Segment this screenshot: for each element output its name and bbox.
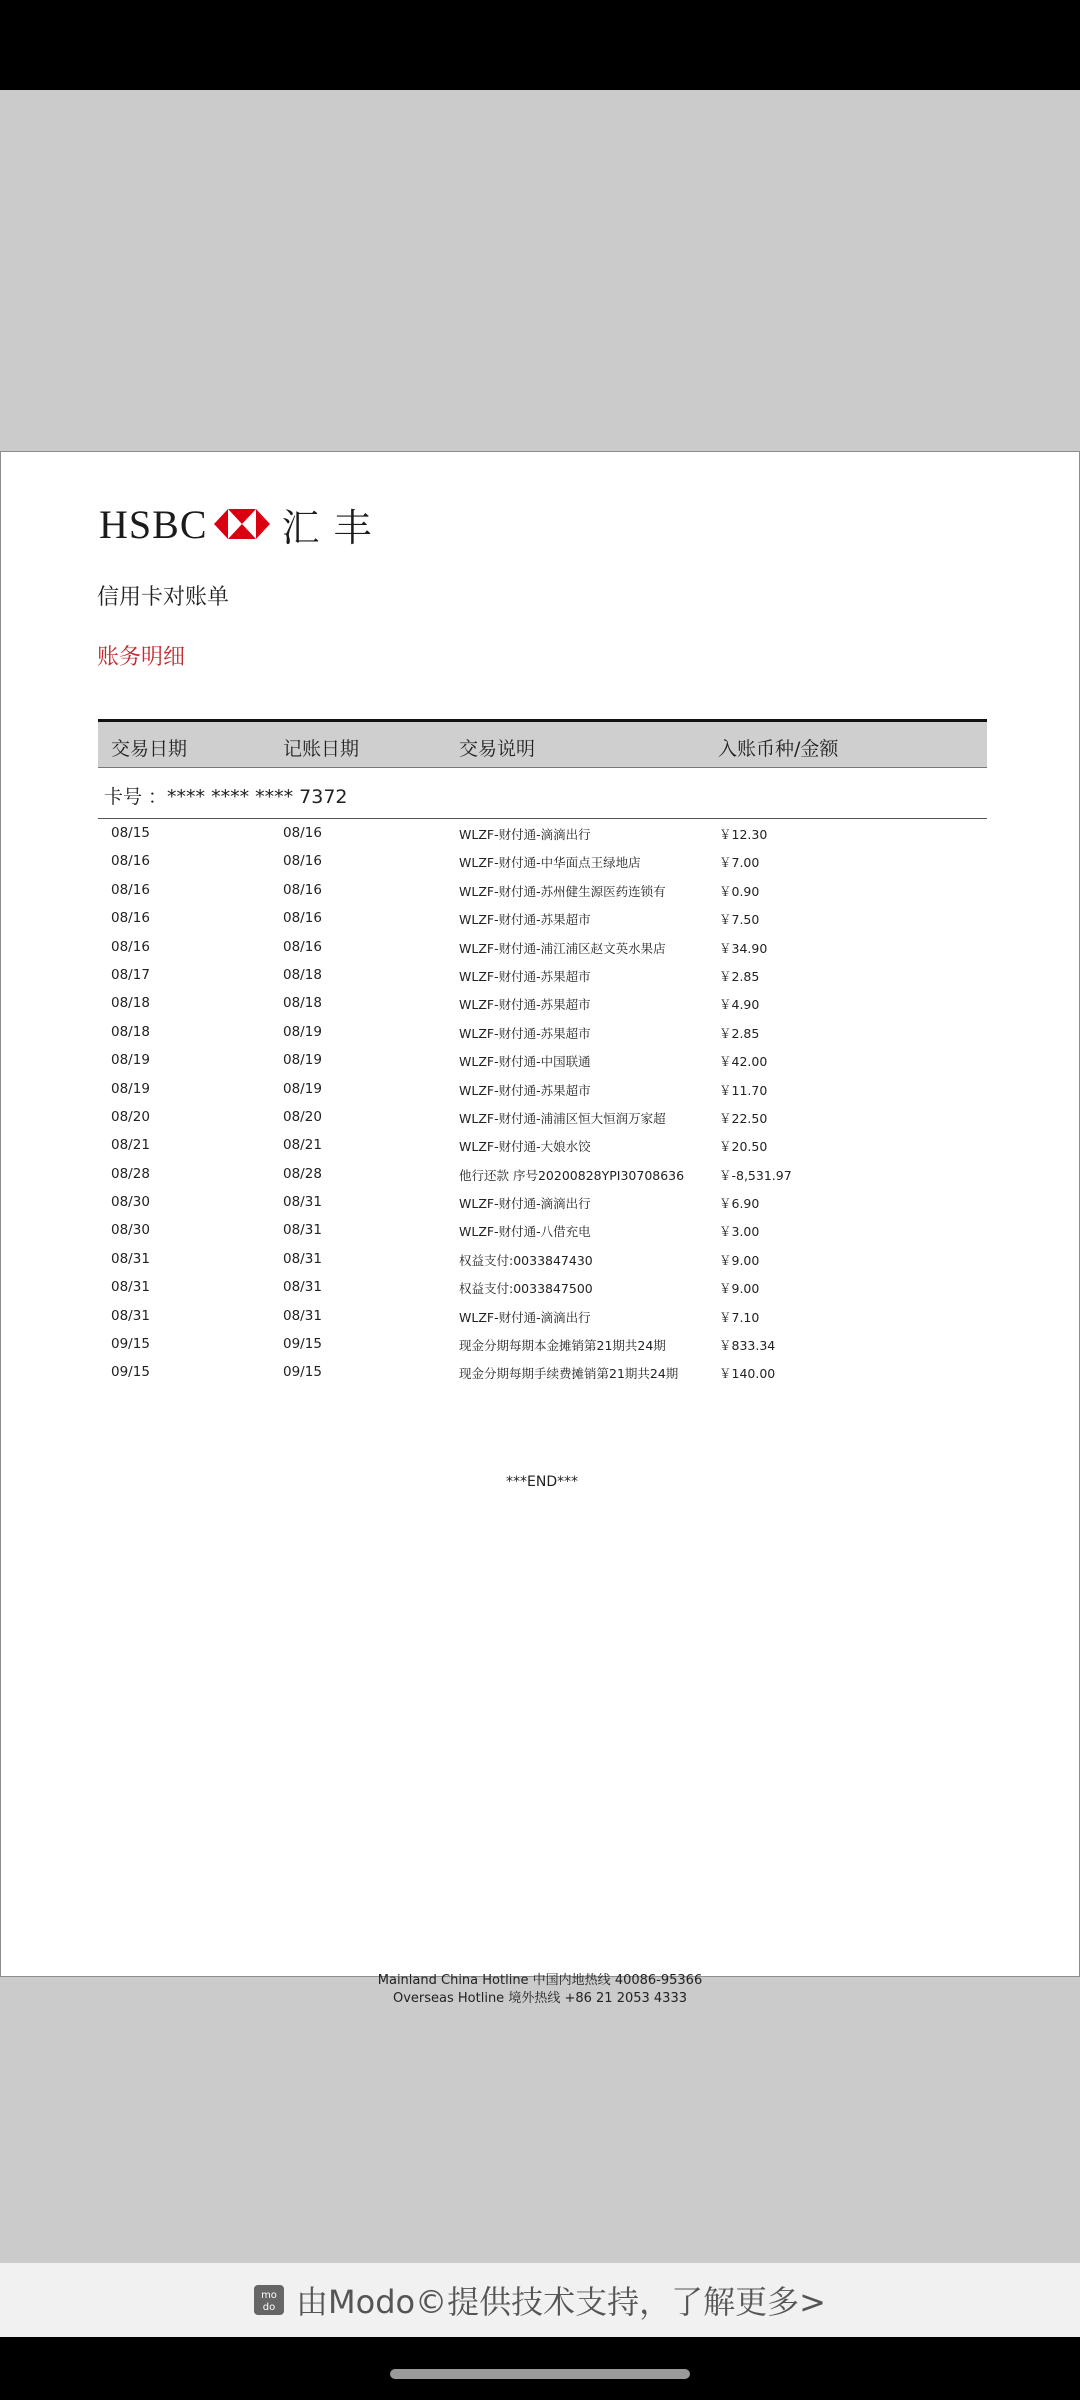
transaction-amount: ￥6.90 (719, 1196, 760, 1212)
posting-date: 09/15 (283, 1364, 322, 1381)
transaction-date: 08/18 (111, 995, 150, 1012)
transaction-amount: ￥12.30 (719, 827, 768, 842)
section-title: 账务明细 (97, 645, 186, 670)
transaction-amount: ￥4.90 (719, 997, 760, 1013)
transaction-amount: ￥2.85 (719, 1025, 760, 1041)
transaction-list (1, 819, 1079, 1387)
transaction-description: 权益支付:0033847500 (459, 1281, 593, 1297)
transaction-date: 08/21 (111, 1137, 150, 1154)
posting-date: 08/16 (283, 910, 322, 927)
table-row (1, 1131, 1079, 1159)
transaction-date: 08/19 (111, 1080, 150, 1097)
table-row (1, 1018, 1079, 1046)
transaction-description: WLZF-财付通-苏果超市 (459, 968, 591, 984)
transaction-date: 08/30 (111, 1222, 150, 1239)
posting-date: 08/19 (283, 1052, 322, 1069)
transaction-amount: ￥22.50 (719, 1110, 768, 1126)
transaction-date: 08/16 (111, 853, 150, 870)
transaction-date: 09/15 (111, 1336, 150, 1353)
posting-date: 08/31 (283, 1250, 322, 1267)
transaction-description: 现金分期每期手续费摊销第21期共24期 (459, 1366, 679, 1382)
transaction-amount: ￥9.00 (719, 1252, 760, 1268)
transaction-description: WLZF-财付通-大娘水饺 (459, 1139, 591, 1155)
transaction-amount: ￥833.34 (719, 1338, 776, 1354)
posting-date: 08/21 (283, 1137, 322, 1154)
overseas-hotline: Overseas Hotline 境外热线 +86 21 2053 4333 (392, 1991, 687, 2006)
posting-date: 08/20 (283, 1108, 322, 1125)
transaction-description: WLZF-财付通-中国联通 (459, 1054, 591, 1070)
transaction-date: 08/30 (111, 1194, 150, 1211)
table-row (1, 1330, 1079, 1358)
transaction-amount: ￥34.90 (719, 940, 768, 956)
transaction-amount: ￥7.50 (719, 912, 760, 928)
transaction-date: 09/15 (111, 1364, 150, 1381)
end-marker: ***END*** (506, 1474, 579, 1490)
svg-text:do: do (262, 2302, 276, 2313)
transaction-description: 现金分期每期本金摊销第21期共24期 (459, 1338, 666, 1354)
header-amount: 入账币种/金额 (718, 738, 839, 760)
navigation-bar (0, 2337, 1080, 2400)
promo-link[interactable]: 由Modo©提供技术支持，了解更多> (296, 2283, 826, 2321)
posting-date: 08/31 (283, 1279, 322, 1296)
transaction-description: WLZF-财付通-苏果超市 (459, 1082, 591, 1098)
table-row (1, 819, 1079, 847)
table-row (1, 1273, 1079, 1301)
transaction-amount: ￥3.00 (719, 1224, 760, 1240)
transaction-description: WLZF-财付通-苏果超市 (459, 997, 591, 1013)
table-row (1, 876, 1079, 904)
transaction-amount: ￥2.85 (719, 968, 760, 984)
transaction-date: 08/16 (111, 910, 150, 927)
card-number: 卡号 ：**** **** **** 7372 (104, 786, 348, 808)
transaction-amount: ￥7.00 (719, 855, 760, 871)
transaction-description: 权益支付:0033847430 (459, 1252, 593, 1268)
transaction-date: 08/18 (111, 1023, 150, 1040)
transaction-date: 08/16 (111, 881, 150, 898)
table-row (1, 1160, 1079, 1188)
posting-date: 09/15 (283, 1336, 322, 1353)
table-row (1, 1075, 1079, 1103)
logo-text: HSBC (99, 501, 208, 547)
transaction-amount: ￥-8,531.97 (719, 1167, 792, 1183)
document-title: 信用卡对账单 (97, 585, 230, 610)
table-row (1, 1216, 1079, 1244)
transaction-amount: ￥0.90 (719, 883, 760, 899)
status-bar (0, 0, 1080, 90)
transaction-date: 08/31 (111, 1307, 150, 1324)
posting-date: 08/16 (283, 881, 322, 898)
table-header (98, 719, 987, 768)
table-row (1, 904, 1079, 932)
table-row (1, 1358, 1079, 1386)
transaction-date: 08/31 (111, 1279, 150, 1296)
table-row (1, 1302, 1079, 1330)
posting-date: 08/31 (283, 1194, 322, 1211)
svg-text:mo: mo (261, 2290, 277, 2301)
transaction-date: 08/28 (111, 1165, 150, 1182)
table-row (1, 1103, 1079, 1131)
transaction-description: WLZF-财付通-浦浦区恒大恒润万家超 (459, 1110, 666, 1126)
home-indicator[interactable] (390, 2369, 690, 2379)
posting-date: 08/19 (283, 1023, 322, 1040)
header-description: 交易说明 (459, 738, 536, 760)
transaction-amount: ￥9.00 (719, 1281, 760, 1297)
transaction-description: WLZF-财付通-苏果超市 (459, 912, 591, 928)
modo-logo-icon (254, 2285, 284, 2315)
hotline-footer (1, 1972, 1079, 2008)
transaction-description: WLZF-财付通-八借充电 (459, 1224, 591, 1240)
transaction-date: 08/15 (111, 825, 150, 841)
posting-date: 08/31 (283, 1307, 322, 1324)
posting-date: 08/16 (283, 938, 322, 955)
transaction-date: 08/19 (111, 1052, 150, 1069)
posting-date: 08/19 (283, 1080, 322, 1097)
transaction-amount: ￥7.10 (719, 1309, 760, 1325)
table-row (1, 989, 1079, 1017)
pdf-viewer[interactable] (0, 90, 1080, 2263)
table-row (1, 1245, 1079, 1273)
table-row (1, 1188, 1079, 1216)
table-row (1, 933, 1079, 961)
header-transaction-date: 交易日期 (111, 738, 188, 760)
transaction-description: WLZF-财付通-滴滴出行 (459, 1309, 591, 1325)
transaction-amount: ￥42.00 (719, 1054, 768, 1070)
transaction-date: 08/17 (111, 966, 150, 983)
mainland-hotline: Mainland China Hotline 中国内地热线 40086-95366 (377, 1973, 703, 1988)
transaction-description: WLZF-财付通-滴滴出行 (459, 827, 591, 842)
posting-date: 08/18 (283, 995, 322, 1012)
transaction-amount: ￥20.50 (719, 1139, 768, 1155)
posting-date: 08/16 (283, 825, 322, 841)
posting-date: 08/18 (283, 966, 322, 983)
transaction-date: 08/20 (111, 1108, 150, 1125)
hsbc-hexagon-icon (214, 509, 270, 539)
hsbc-logo (99, 501, 386, 550)
logo-chinese-text: 汇丰 (281, 505, 386, 550)
posting-date: 08/31 (283, 1222, 322, 1239)
transaction-amount: ￥11.70 (719, 1082, 768, 1098)
posting-date: 08/28 (283, 1165, 322, 1182)
transaction-description: WLZF-财付通-苏果超市 (459, 1025, 591, 1041)
transaction-description: WLZF-财付通-苏州健生源医药连锁有 (459, 883, 666, 899)
transaction-date: 08/31 (111, 1250, 150, 1267)
transaction-amount: ￥140.00 (719, 1366, 776, 1382)
modo-promo-banner[interactable] (0, 2263, 1080, 2337)
transaction-description: WLZF-财付通-滴滴出行 (459, 1196, 591, 1212)
statement-page (0, 451, 1080, 2006)
header-posting-date: 记账日期 (283, 738, 360, 760)
transaction-description: WLZF-财付通-中华面点王绿地店 (459, 855, 641, 871)
table-row (1, 847, 1079, 875)
table-row (1, 1046, 1079, 1074)
transaction-description: WLZF-财付通-浦江浦区赵文英水果店 (459, 940, 666, 956)
transaction-description: 他行还款 序号20200828YPI30708636 (459, 1167, 685, 1183)
transaction-date: 08/16 (111, 938, 150, 955)
posting-date: 08/16 (283, 853, 322, 870)
table-row (1, 961, 1079, 989)
